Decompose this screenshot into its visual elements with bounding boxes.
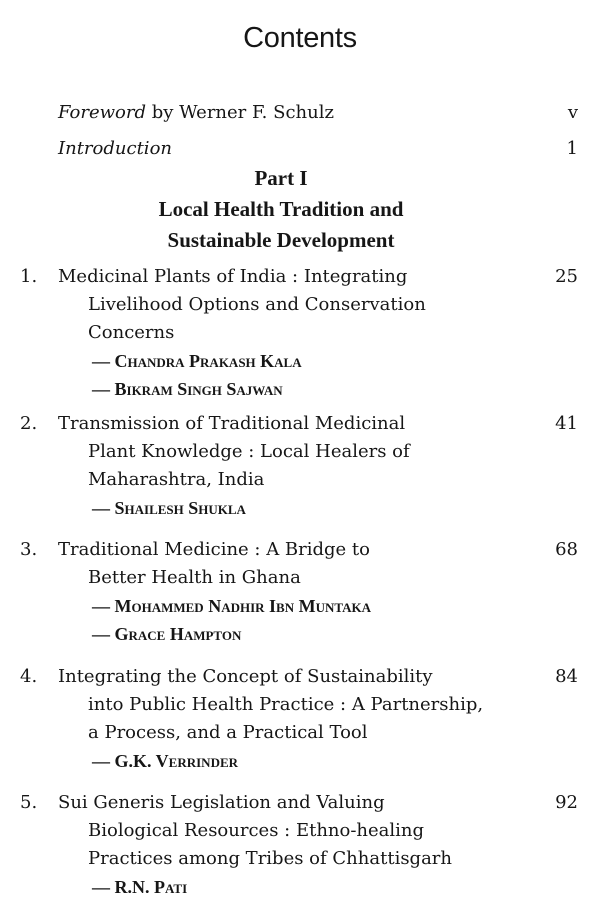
chapter-title-line: Integrating the Concept of Sustainability xyxy=(58,666,433,687)
chapter-title-line: a Process, and a Practical Tool xyxy=(88,722,368,743)
part-title-line: Sustainable Development xyxy=(167,228,395,252)
chapter-title-line: Medicinal Plants of India : Integrating xyxy=(58,266,408,287)
chapter-author: — G.K. Verrinder xyxy=(92,751,239,771)
chapter-title-line: into Public Health Practice : A Partnership, xyxy=(88,694,484,715)
chapter-title-line: Traditional Medicine : A Bridge to xyxy=(58,539,371,560)
chapter-title-line: Livelihood Options and Conservation xyxy=(88,294,426,315)
chapter-entry[interactable] xyxy=(0,263,600,403)
foreword-page-number: v xyxy=(567,102,578,123)
chapter-title-line: Practices among Tribes of Chhattisgarh xyxy=(88,848,453,869)
introduction-title: Introduction xyxy=(58,138,172,159)
chapter-number: 5. xyxy=(20,792,38,813)
chapter-page-number: 92 xyxy=(555,792,578,813)
chapter-title-line: Biological Resources : Ethno-healing xyxy=(88,820,425,841)
chapter-author: — Chandra Prakash Kala xyxy=(92,351,302,371)
chapter-page-number: 68 xyxy=(555,539,578,560)
chapter-page-number: 84 xyxy=(555,666,578,687)
foreword-title: Foreword xyxy=(58,102,146,123)
chapter-number: 4. xyxy=(20,666,38,687)
foreword-author: by Werner F. Schulz xyxy=(151,102,334,123)
chapter-author: — Mohammed Nadhir Ibn Muntaka xyxy=(92,596,371,616)
chapter-author: — Shailesh Shukla xyxy=(92,498,246,518)
introduction-entry[interactable] xyxy=(58,138,578,159)
chapter-page-number: 41 xyxy=(555,413,578,434)
chapter-title-line: Plant Knowledge : Local Healers of xyxy=(88,441,410,462)
chapter-number: 3. xyxy=(20,539,38,560)
part-title-line: Local Health Tradition and xyxy=(158,197,404,221)
chapter-author: — R.N. Pati xyxy=(92,877,188,897)
chapter-entry[interactable] xyxy=(0,663,600,775)
chapter-entry[interactable] xyxy=(0,536,600,648)
foreword-entry[interactable] xyxy=(58,102,578,123)
chapter-entry[interactable] xyxy=(0,789,600,901)
chapter-page-number: 25 xyxy=(555,266,578,287)
page-title: Contents xyxy=(243,22,357,54)
chapter-entry[interactable] xyxy=(0,410,600,522)
chapter-title-line: Better Health in Ghana xyxy=(88,567,301,588)
chapter-number: 1. xyxy=(20,266,38,287)
part-heading xyxy=(0,163,562,256)
chapter-author: — Grace Hampton xyxy=(92,624,242,644)
introduction-page-number: 1 xyxy=(566,138,578,159)
chapter-author: — Bikram Singh Sajwan xyxy=(92,379,283,399)
chapter-title-line: Concerns xyxy=(88,322,175,343)
chapter-title-line: Sui Generis Legislation and Valuing xyxy=(58,792,385,813)
part-label: Part I xyxy=(254,166,308,190)
chapter-number: 2. xyxy=(20,413,38,434)
chapter-title-line: Transmission of Traditional Medicinal xyxy=(58,413,406,434)
chapter-title-line: Maharashtra, India xyxy=(88,469,265,490)
